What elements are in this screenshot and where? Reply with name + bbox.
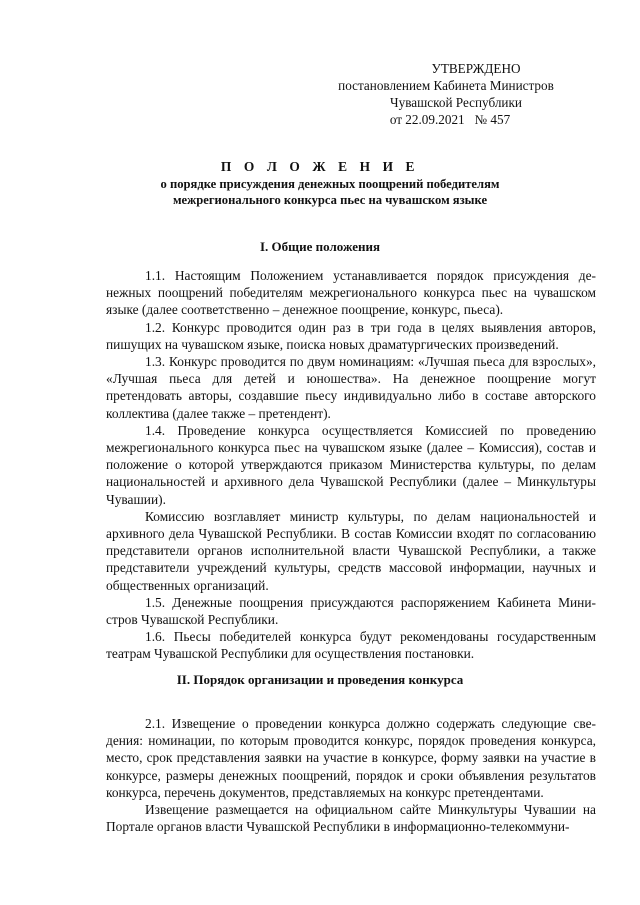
subtitle-line-2: межрегионального конкурса пьес на чувашском языке xyxy=(172,192,488,207)
subtitle-line-1: о порядке присуждения денежных поощрений победителям xyxy=(160,177,500,191)
section-1-heading: I. Общие положения xyxy=(260,239,380,254)
paragraph-2-1: 2.1. Извещение о проведении конкурса должно содержать следующие сведения: номинации, по которым проводится конкурс, порядок проведения конкурса, место, срок представления заявки на участие в конкурсе, форму заявки на участие в конкурсе, размеры денежных поощрений, порядок и сроки объявления результатов конкурса, перечень документов, представляемых на конкурс претендентами. xyxy=(106,716,596,800)
approval-republic: Чувашской Республики xyxy=(390,95,522,110)
paragraph-notice: Извещение размещается на официальном сайте Минкультуры Чувашии на Портале органов власти Чувашской Республики в информационно-телекоммуни- xyxy=(106,802,596,835)
paragraph-1-1: 1.1. Настоящим Положением устанавливается порядок присуждения денежных поощрений победителям межрегионального конкурса пьес на чувашском языке (далее соответственно – денежное поощрение, конкурс, пьеса). xyxy=(106,268,596,318)
approval-heading: УТВЕРЖДЕНО xyxy=(431,61,521,76)
approval-date-number: от 22.09.2021 № 457 xyxy=(389,112,511,127)
document-title: П О Л О Ж Е Н И Е xyxy=(220,159,420,174)
paragraph-1-3: 1.3. Конкурс проводится по двум номинациям: «Лучшая пьеса для взрослых», «Лучшая пьеса для детей и юношества». На денежное поощрение могут претендовать авторы, создавшие пьесу индивидуально либо в составе авторского коллектива (далее также – претендент). xyxy=(106,354,596,421)
approval-authority: постановлением Кабинета Министров xyxy=(338,78,554,93)
paragraph-1-5: 1.5. Денежные поощрения присуждаются распоряжением Кабинета Министров Чувашской Республики. xyxy=(106,594,596,628)
paragraph-1-2: 1.2. Конкурс проводится один раз в три года в целях выявления авторов, пишущих на чувашском языке, поиска новых драматургических произведений. xyxy=(106,319,596,352)
section-2-heading: II. Порядок организации и проведения конкурса xyxy=(176,672,464,687)
approval-stamp xyxy=(296,60,596,128)
paragraph-commission: Комиссию возглавляет министр культуры, по делам национальностей и архивного дела Чувашской Республики. В состав Комиссии входят по согласованию представители органов исполнительной власти Чувашской Республики, а также представители учреждений культуры, средств массовой информации, научных и общественных организаций. xyxy=(106,508,596,593)
section-2-body xyxy=(106,715,596,835)
section-1-body xyxy=(106,267,596,663)
paragraph-1-6: 1.6. Пьесы победителей конкурса будут рекомендованы государственным театрам Чувашской Республики для осуществления постановки. xyxy=(106,629,596,662)
document-subtitle xyxy=(130,177,530,208)
paragraph-1-4: 1.4. Проведение конкурса осуществляется Комиссией по проведению межрегионального конкурса пьес на чувашском языке (далее – Комиссия), состав и положение о которой утверждаются приказом Министерства культуры, по делам национальностей и архивного дела Чувашской Республики (далее – Минкультуры Чувашии). xyxy=(106,422,596,507)
